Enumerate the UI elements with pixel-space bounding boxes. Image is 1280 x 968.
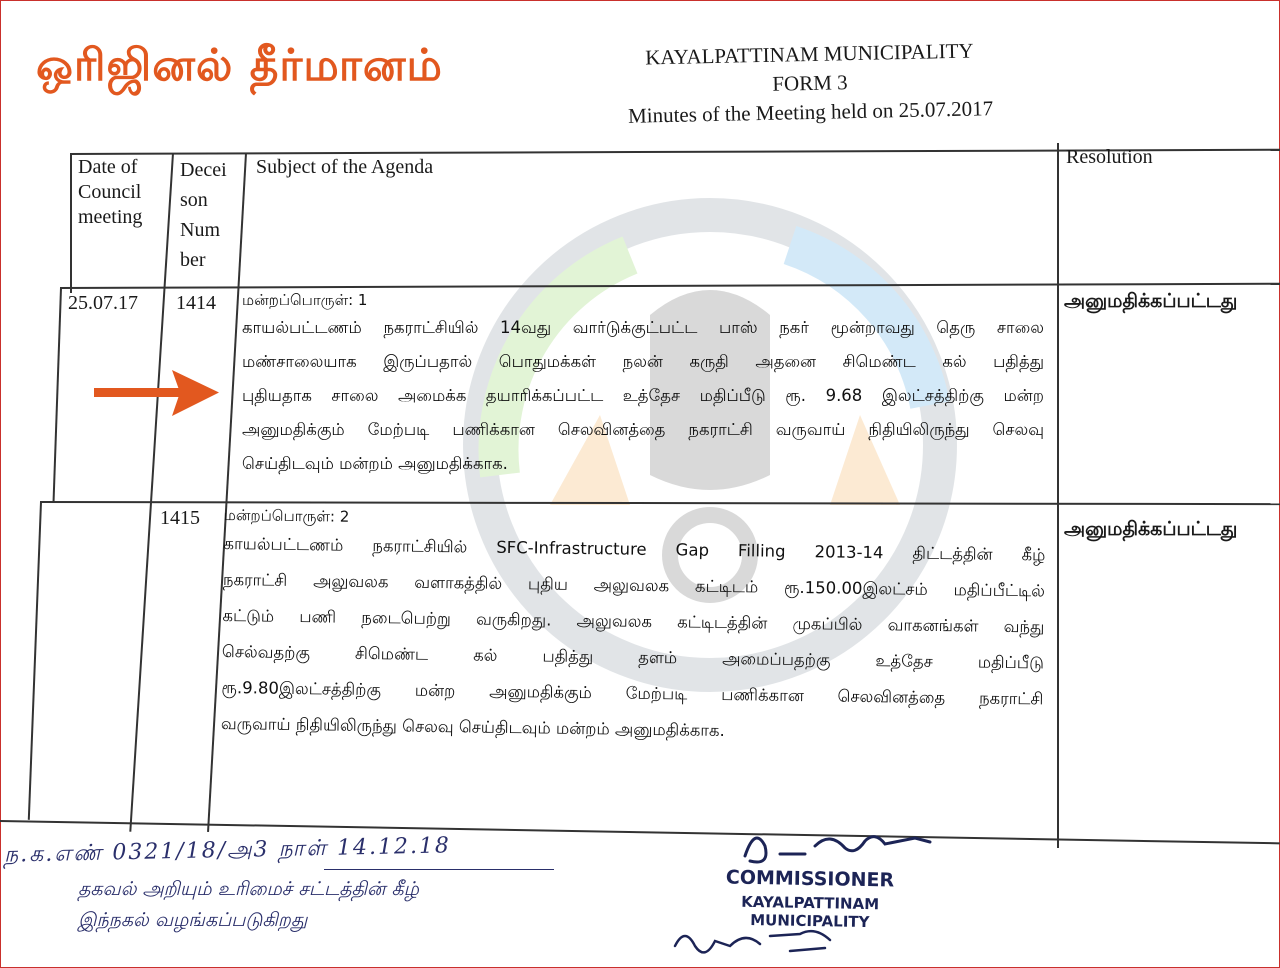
row-1-line-3: புதியதாக சாலை அமைக்க தயாரிக்கப்பட்ட உத்தேச மதிப்பீடு ரூ. 9.68 இலட்சத்திற்கு மன்ற [242,386,1044,405]
row-1-line-2: மண்சாலையாக இருப்பதால் பொதுமக்கள் நலன் கருதி அதனை சிமெண்ட கல் பதித்து [242,352,1044,371]
initials-signature-icon [670,916,840,966]
handwritten-underline [324,869,554,870]
handwritten-line-2: தகவல் அறியும் உரிமைச் சட்டத்தின் கீழ் [78,878,419,900]
row-2-line-1: காயல்பட்டணம் நகராட்சியில் SFC-Infrastructure Gap Filling 2013-14 திட்டத்தின் கீழ் [223,533,1046,565]
row-2-line-5: ரூ.9.80இலட்சத்திற்கு மன்ற அனுமதிக்கும் மேற்படி பணிக்கான செலவினத்தை நகராட்சி [221,677,1044,709]
col-border-1b [52,288,61,503]
row-2-item-heading: மன்றப்பொருள்: 2 [223,506,350,526]
col-header-resolution: Resolution [1066,146,1153,168]
header-subtitle: Minutes of the Meeting held on 25.07.2017 [627,96,994,128]
handwritten-line-1: ந.க.எண் 0321/18/அ3 நாள் 14.12.18 [3,833,452,868]
col-border-2 [129,153,173,832]
original-resolution-banner: ஒரிஜினல் தீர்மானம் [36,40,443,91]
row-1-resolution: அனுமதிக்கப்பட்டது [1064,290,1238,312]
row-2-line-3: கட்டும் பணி நடைபெற்று வருகிறது. அலுவலக கட்டிடத்தின் முகப்பில் வாகனங்கள் வந்து [222,605,1045,637]
commissioner-title: COMMISSIONER [725,866,895,892]
highlight-arrow-icon [94,370,219,416]
row-1-line-4: அனுமதிக்கும் மேற்படி பணிக்கான செலவினத்தை நகராட்சி வருவாய் நிதியிலிருந்து செலவு [242,420,1044,439]
row-1-date: 25.07.17 [68,292,138,314]
header-row-border [60,283,1280,289]
row-1-line-1: காயல்பட்டணம் நகராட்சியில் 14வது வார்டுக்குட்பட்ட பாஸ் நகர் மூன்றாவது தெரு சாலை [242,318,1044,337]
row-2-subject [221,506,1046,753]
col-border-4 [1057,143,1059,848]
row-2-line-2: நகராட்சி அலுவலக வளாகத்தில் புதிய அலுவலக கட்டிடம் ரூ.150.00இலட்சம் மதிப்பீட்டில் [222,569,1046,601]
col-border-1c [28,502,42,820]
row-2-line-4: செல்வதற்கு சிமெண்ட கல் பதித்து தளம் அமைப்பதற்கு உத்தேச மதிப்பீடு [221,641,1045,673]
col-header-date: Date of Council meeting [78,156,143,228]
row-1-number: 1414 [176,292,216,314]
row-1-subject [242,291,1044,481]
row-1-item-heading: மன்றப்பொருள்: 1 [242,291,368,309]
col-border-1 [70,153,72,293]
handwritten-reference-note [3,833,452,934]
header-org: KAYALPATTINAM MUNICIPALITY [644,38,974,70]
col-header-subject: Subject of the Agenda [256,156,434,178]
col-header-decision-number: Decei son Num ber [180,159,227,271]
row-2-number: 1415 [160,507,200,529]
row-2-resolution: அனுமதிக்கப்பட்டது [1064,518,1238,540]
handwritten-line-3: இந்நகல் வழங்கப்படுகிறது [78,909,308,931]
commissioner-org: KAYALPATTINAM MUNICIPALITY [741,892,880,932]
header-form: FORM 3 [772,70,848,96]
row-1-line-5: செய்திடவும் மன்றம் அனுமதிக்காக. [242,454,508,473]
row-2-line-6: வருவாய் நிதியிலிருந்து செலவு செய்திடவும் மன்றம் அனுமதிக்காக. [220,713,725,741]
